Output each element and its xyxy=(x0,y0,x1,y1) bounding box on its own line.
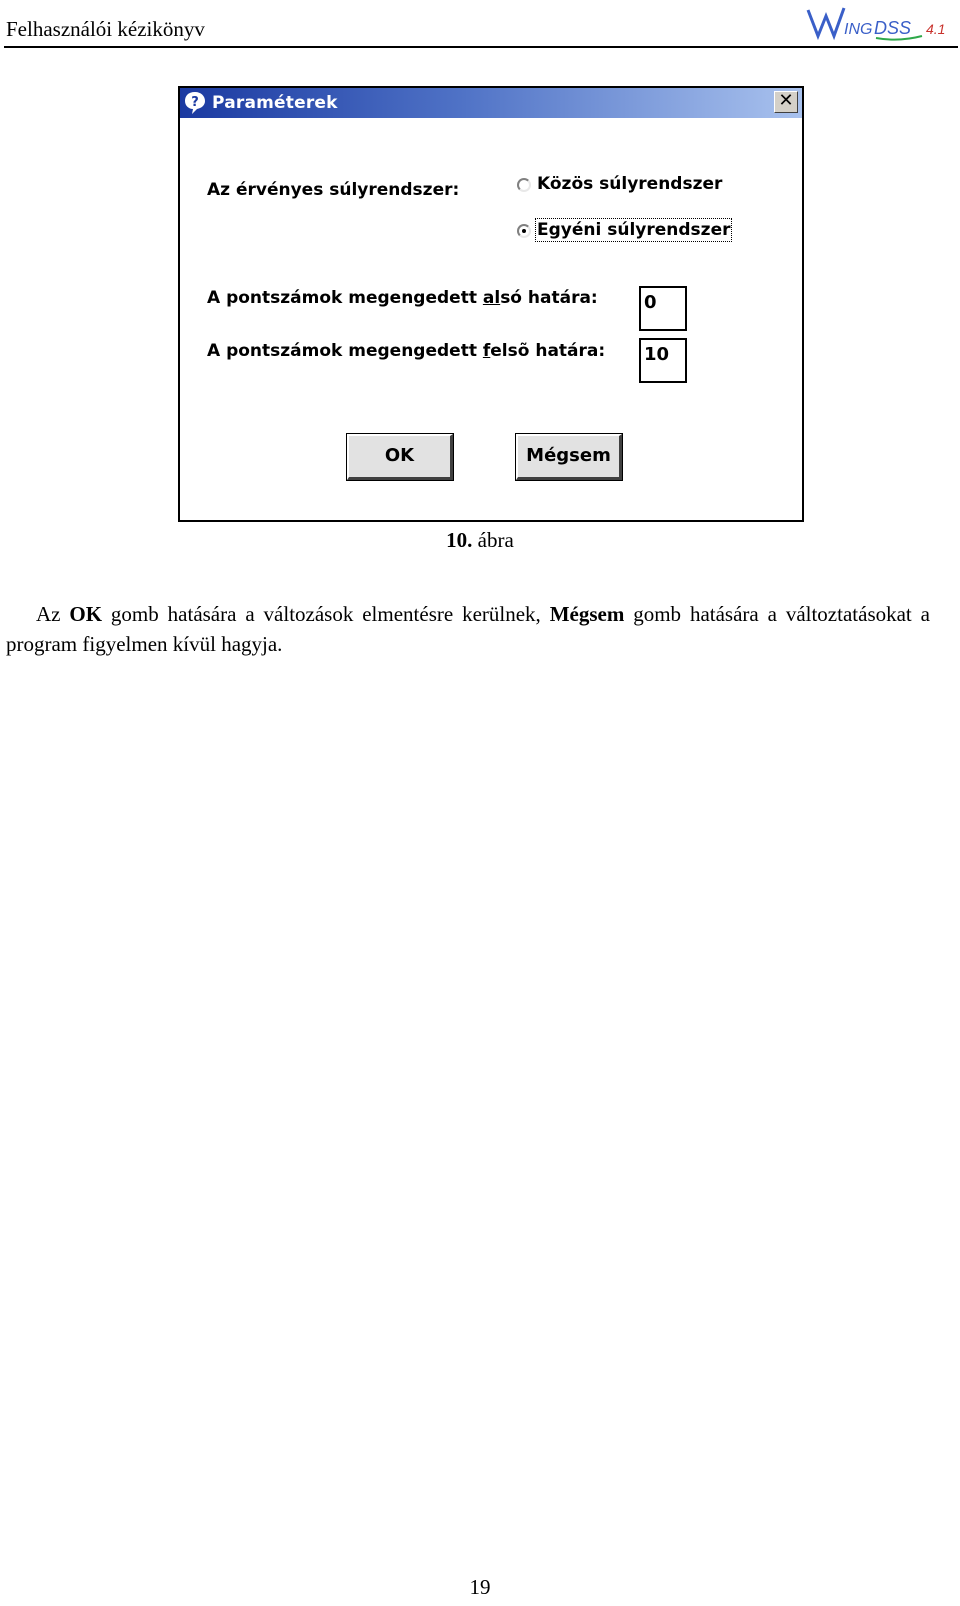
figure-caption xyxy=(0,528,960,553)
upper-bound-label-post: elsõ határa: xyxy=(490,341,606,361)
lower-bound-input[interactable]: 0 xyxy=(639,286,687,331)
svg-text:DSS: DSS xyxy=(874,18,912,38)
lower-bound-label-mnemonic: al xyxy=(482,288,501,308)
radio-individual-weights[interactable] xyxy=(517,224,531,238)
paragraph-ok-term: OK xyxy=(69,602,103,626)
lower-bound-label xyxy=(207,288,598,308)
page-number: 19 xyxy=(469,1575,491,1599)
help-icon xyxy=(183,91,207,115)
weight-system-label: Az érvényes súlyrendszer: xyxy=(207,180,460,200)
paragraph-part-1: Az xyxy=(36,602,70,626)
paragraph-cancel-term: Mégsem xyxy=(549,602,625,626)
upper-bound-label-pre: A pontszámok megengedett xyxy=(207,341,483,361)
upper-bound-label-mnemonic: f xyxy=(482,341,491,361)
upper-bound-label xyxy=(207,341,605,361)
figure-caption-text: ábra xyxy=(477,528,514,552)
document-title: Felhasználói kézikönyv xyxy=(6,17,205,41)
paragraph-part-2: gomb hatására a változások elmentésre kerülnek, xyxy=(102,602,550,626)
ok-button[interactable]: OK xyxy=(347,434,453,480)
svg-text:4.1: 4.1 xyxy=(926,21,946,37)
body-paragraph xyxy=(6,599,930,659)
close-button[interactable] xyxy=(774,91,798,113)
lower-bound-label-post: só határa: xyxy=(500,288,598,308)
parameters-dialog xyxy=(178,86,804,522)
close-icon: ✕ xyxy=(778,90,794,111)
lower-bound-label-pre: A pontszámok megengedett xyxy=(207,288,483,308)
dialog-titlebar xyxy=(180,88,802,118)
wingdss-logo xyxy=(804,2,954,42)
svg-text:?: ? xyxy=(191,95,199,110)
cancel-button[interactable]: Mégsem xyxy=(516,434,622,480)
upper-bound-input[interactable]: 10 xyxy=(639,338,687,383)
paragraph-part-3: gomb hatására a változtatásokat a program figyelmen kívül hagyja. xyxy=(6,602,930,656)
radio-common-weights[interactable] xyxy=(517,178,531,192)
page-header xyxy=(4,2,958,48)
radio-common-weights-label[interactable]: Közös súlyrendszer xyxy=(537,174,723,194)
figure-number: 10. xyxy=(446,528,473,552)
dialog-title: Paraméterek xyxy=(212,93,338,113)
radio-individual-weights-label[interactable]: Egyéni súlyrendszer xyxy=(537,220,731,240)
svg-text:ING: ING xyxy=(844,21,873,38)
